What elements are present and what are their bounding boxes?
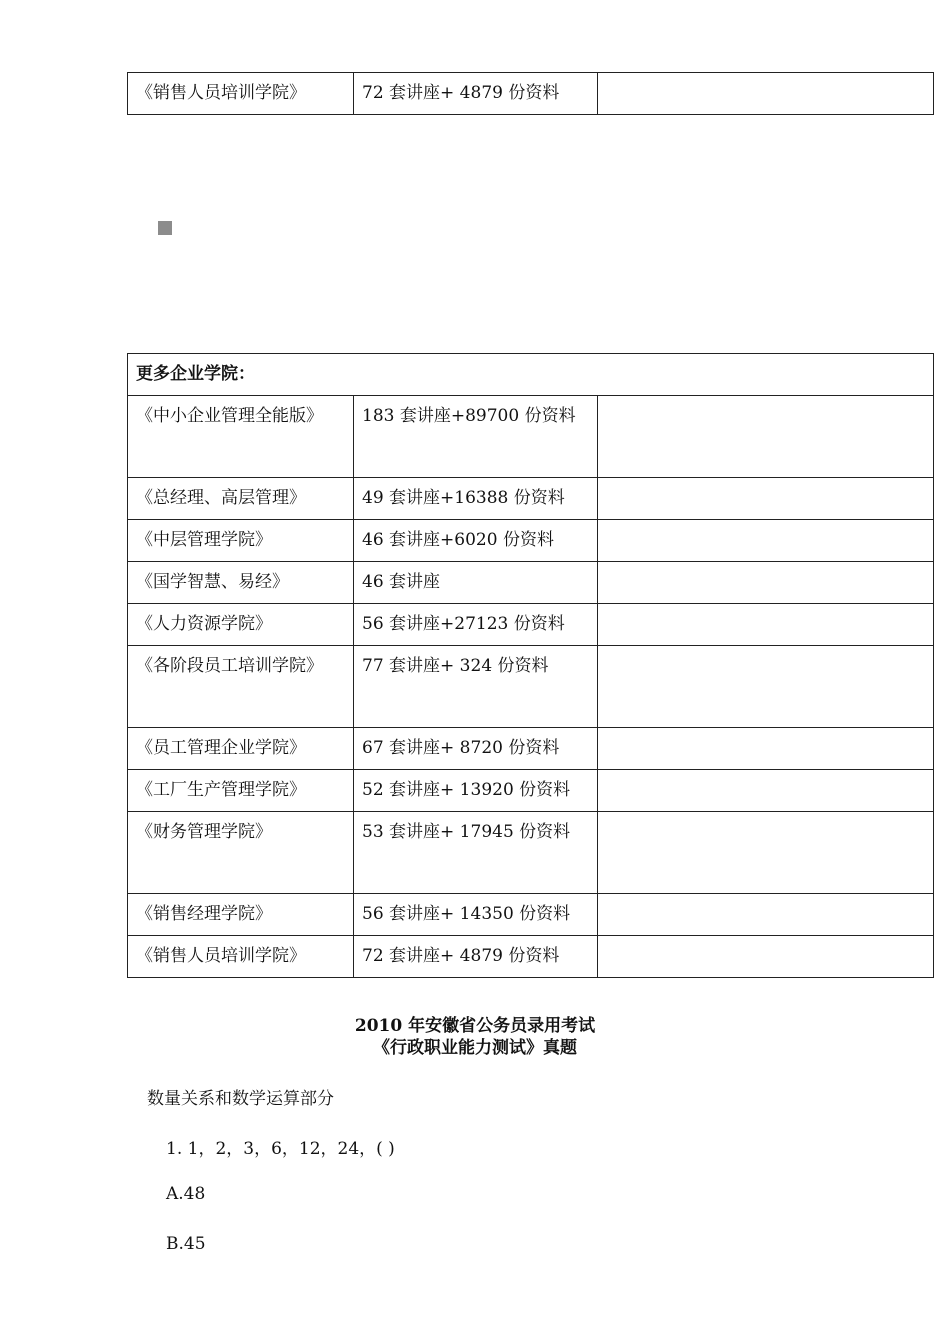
option-b: B.45: [166, 1234, 206, 1254]
exam-title: 2010 年安徽省公务员录用考试: [354, 1016, 596, 1036]
course-note: [598, 936, 934, 978]
table-row: [128, 478, 934, 520]
course-content: 56 套讲座+27123 份资料: [354, 604, 598, 646]
course-note: [598, 604, 934, 646]
course-content: 52 套讲座+ 13920 份资料: [354, 770, 598, 812]
table-row: [128, 562, 934, 604]
course-name: 《各阶段员工培训学院》: [128, 646, 354, 728]
course-name: 《总经理、高层管理》: [128, 478, 354, 520]
course-note: [598, 73, 934, 115]
table-row: [128, 812, 934, 894]
course-note: [598, 812, 934, 894]
question-1: 1. 1，2，3，6，12，24，( ): [166, 1139, 395, 1159]
course-content: 46 套讲座+6020 份资料: [354, 520, 598, 562]
course-name: 《销售人员培训学院》: [128, 936, 354, 978]
table-row: [128, 73, 934, 115]
exam-subtitle: 《行政职业能力测试》真题: [373, 1038, 577, 1058]
course-name: 《销售人员培训学院》: [128, 73, 354, 115]
course-note: [598, 894, 934, 936]
course-content: 72 套讲座+ 4879 份资料: [354, 73, 598, 115]
course-note: [598, 478, 934, 520]
table-row: [128, 646, 934, 728]
table-row: [128, 604, 934, 646]
course-note: [598, 520, 934, 562]
top-course-table: [127, 72, 934, 115]
square-bullet-icon: [158, 221, 172, 235]
table-header-row: [128, 354, 934, 396]
course-note: [598, 646, 934, 728]
course-content: 183 套讲座+89700 份资料: [354, 396, 598, 478]
course-note: [598, 728, 934, 770]
course-content: 46 套讲座: [354, 562, 598, 604]
course-content: 72 套讲座+ 4879 份资料: [354, 936, 598, 978]
section-heading: 数量关系和数学运算部分: [147, 1089, 334, 1109]
table-header: 更多企业学院：: [128, 354, 934, 396]
course-note: [598, 770, 934, 812]
course-name: 《销售经理学院》: [128, 894, 354, 936]
course-content: 49 套讲座+16388 份资料: [354, 478, 598, 520]
course-name: 《工厂生产管理学院》: [128, 770, 354, 812]
table-row: [128, 520, 934, 562]
course-name: 《国学智慧、易经》: [128, 562, 354, 604]
course-note: [598, 562, 934, 604]
course-content: 56 套讲座+ 14350 份资料: [354, 894, 598, 936]
course-name: 《员工管理企业学院》: [128, 728, 354, 770]
course-content: 67 套讲座+ 8720 份资料: [354, 728, 598, 770]
course-content: 53 套讲座+ 17945 份资料: [354, 812, 598, 894]
course-name: 《中小企业管理全能版》: [128, 396, 354, 478]
course-content: 77 套讲座+ 324 份资料: [354, 646, 598, 728]
table-row: [128, 936, 934, 978]
option-a: A.48: [166, 1184, 206, 1204]
course-note: [598, 396, 934, 478]
enterprise-academy-table: [127, 353, 934, 978]
table-row: [128, 894, 934, 936]
table-row: [128, 728, 934, 770]
table-row: [128, 396, 934, 478]
course-name: 《中层管理学院》: [128, 520, 354, 562]
course-name: 《人力资源学院》: [128, 604, 354, 646]
course-name: 《财务管理学院》: [128, 812, 354, 894]
table-row: [128, 770, 934, 812]
